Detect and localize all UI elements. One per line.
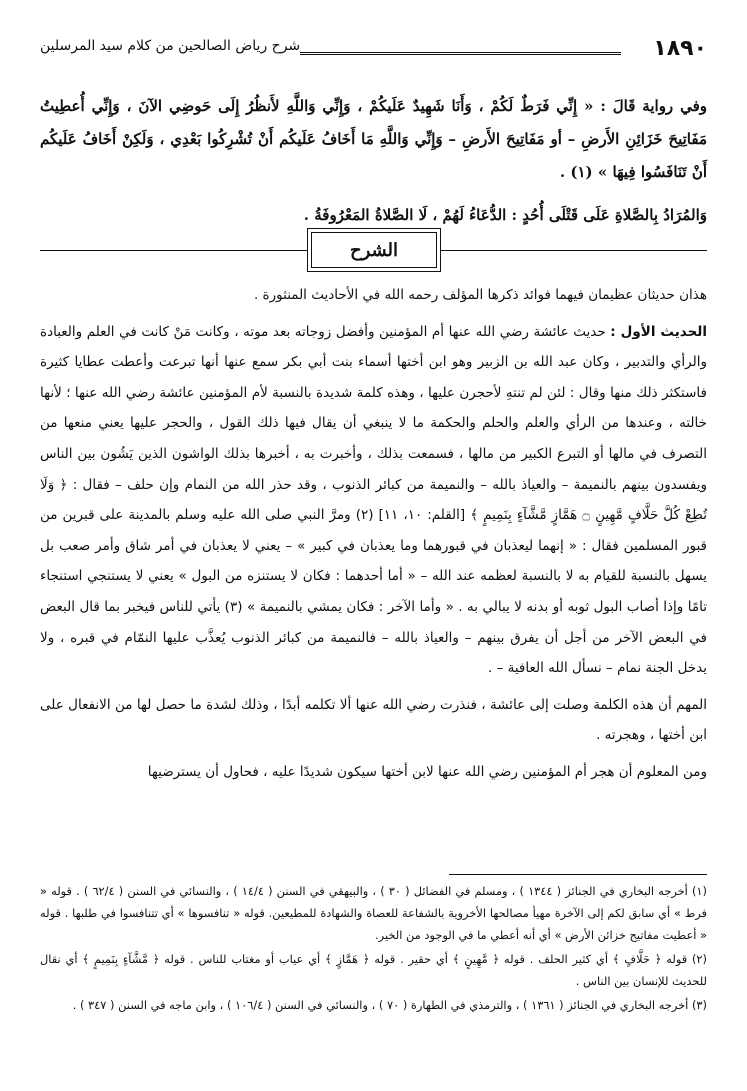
- heading-frame: [311, 232, 437, 268]
- footnote-3: (٣) أخرجه البخاري في الجنائز ( ١٣٦١ ) ، والترمذي في الطهارة ( ٧٠ ) ، والنسائي في السنن ( ١٠٦/٤ ) ، وابن ماجه في السنن ( ٣٤٧ ) .: [72, 998, 707, 1012]
- heading-title: الشرح: [349, 239, 399, 261]
- commentary-body: [40, 280, 707, 794]
- footnote-2: (٢) قوله ﴿ حَلَّافٍ ﴾ أي كثير الحلف . قوله ﴿ مَّهِينٍ ﴾ أي حقير . قوله ﴿ هَمَّازٍ ﴾ أي عياب أو مغتاب للناس . قوله ﴿ مَّشَّآءٍ بِنَمِيمٍ ﴾ أي نقال للحديث للإنسان بين الناس .: [40, 952, 707, 988]
- commentary-paragraph: المهم أن هذه الكلمة وصلت إلى عائشة ، فنذرت رضي الله عنها ألا تكلمه أبدًا ، وذلك لشدة ما حصل لها من الانفعال على ابن أختها ، وهجرته .: [40, 696, 707, 744]
- hadith-text: [40, 90, 707, 232]
- commentary-paragraph: ومن المعلوم أن هجر أم المؤمنين رضي الله عنها لابن أختها سيكون شديدًا عليه ، فحاول أن يسترضيها: [147, 763, 707, 780]
- footnotes: [40, 880, 707, 1016]
- footnote-separator: [449, 874, 707, 875]
- first-hadith-label: الحديث الأول :: [610, 323, 707, 340]
- hadith-paragraph: وفي رواية قَالَ : « إِنِّي فَرَطٌ لَكُمْ ، وَأَنَا شَهِيدٌ عَلَيكُمْ ، وَإِنِّي وَاللَّهِ لأَنظُرُ إِلَى حَوضِي الآنَ ، وَإِنِّي أُعطِيتُ مَفَاتِيحَ خَزَائِنِ الأَرضِ – أو مَفَاتِيحَ الأَرضِ – وَإِنِّي وَاللَّهِ مَا أَخَافُ عَلَيكُم أَنْ تُشْرِكُوا بَعْدِي ، وَلَكِنْ أَخَافُ عَلَيكُم أَنْ تَنَافَسُوا فِيهَا » (١) .: [40, 97, 707, 181]
- header-double-rule: [300, 52, 621, 55]
- running-title: شرح رياض الصالحين من كلام سيد المرسلين: [40, 38, 301, 54]
- section-heading: [0, 232, 747, 270]
- page-header: [40, 36, 707, 68]
- hadith-explanation: وَالمُرَادُ بِالصَّلاةِ عَلَى قَتْلَى أُحُدٍ : الدُّعَاءُ لَهُمْ ، لَا الصَّلاةُ المَعْرُوفَةُ .: [303, 206, 707, 224]
- page-number: ١٨٩٠: [653, 36, 707, 61]
- footnote-1: (١) أخرجه البخاري في الجنائز ( ١٣٤٤ ) ، ومسلم في الفضائل ( ٣٠ ) ، والبيهقي في السنن ( ١٤/٤ ) ، والنسائي في السنن ( ٦٢/٤ ) . قوله « فرط » أي سابق لكم إلى الآخرة مهيأ مصالحها الأخروية بالشفاعة للعصاة والشهادة للمطيعين. قوله « تنافسوها » أي تتنافسوا في طلبها . قوله « أعطيت مفاتيح خزائن الأرض » أي أنه أعطي ما في الوجود من الخير.: [40, 884, 707, 942]
- commentary-text: حديث عائشة رضي الله عنها أم المؤمنين وأفضل زوجاته بعد موته ، وكانت مَنْ كانت في العلم والعبادة والرأي والتدبير ، وكان عبد الله بن الزبير وهو ابن أختها أسماء بنت أبي بكر سمع عنها أنها تبرعت وأعطت عطايا كثيرة فاستكثر ذلك منها وقال : لئن لم تنتهِ لأحجرن عليها ، وهذه كلمة شديدة بالنسبة لأم المؤمنين عائشة رضي الله عنها ؛ لأنها خالته ، وعندها من الرأي والعلم والحلم والحكمة ما لا ينبغي أن يقال فيها ذلك القول ، والحجر عليها يعني منعها من التصرف في مالها أو التبرع الكبير من مالها ، فسمعت بذلك ، وأخبرت به ، أخبرها بذلك الواشون الذين يَشُون بين الناس ويفسدون بينهم بالنميمة – والعياذ بالله – والنميمة من كبائر الذنوب ، وقد حذر الله من النمام وإن حلف – فقال : ﴿ وَلَا تُطِعْ كُلَّ حَلَّافٍ مَّهِينٍ ۝ هَمَّازٍ مَّشَّآءٍ بِنَمِيمٍ ﴾ [القلم: ١٠، ١١] (٢) ومرَّ النبي صلى الله عليه وسلم بالمدينة على قبرين من قبور المسلمين فقال : « إنهما ليعذبان في قبورهما وما يعذبان في كبير » – يعني لا يعذبان في أمر شاق وأمر صعب بل يسهل بالنسبة للقيام به لا بالنسبة لعظمه عند الله – « أما أحدهما : فكان لا يستنزه من البول » يعني لا يستنجي استنجاء تامًا وإذا أصاب البول ثوبه أو بدنه لا يبالي به . « وأما الآخر : فكان يمشي بالنميمة » (٣) يأتي للناس فيخبر بما قال البعض في البعض الآخر من أجل أن يفرق بينهم – والعياذ بالله – فالنميمة من كبائر الذنوب يُعذَّب عليها النمّام في قبره ، ولا يدخل الجنة نمام – نسأل الله العافية – .: [40, 323, 707, 677]
- commentary-paragraph: [40, 317, 707, 684]
- commentary-paragraph: هذان حديثان عظيمان فيهما فوائد ذكرها المؤلف رحمه الله في الأحاديث المنثورة .: [253, 287, 707, 303]
